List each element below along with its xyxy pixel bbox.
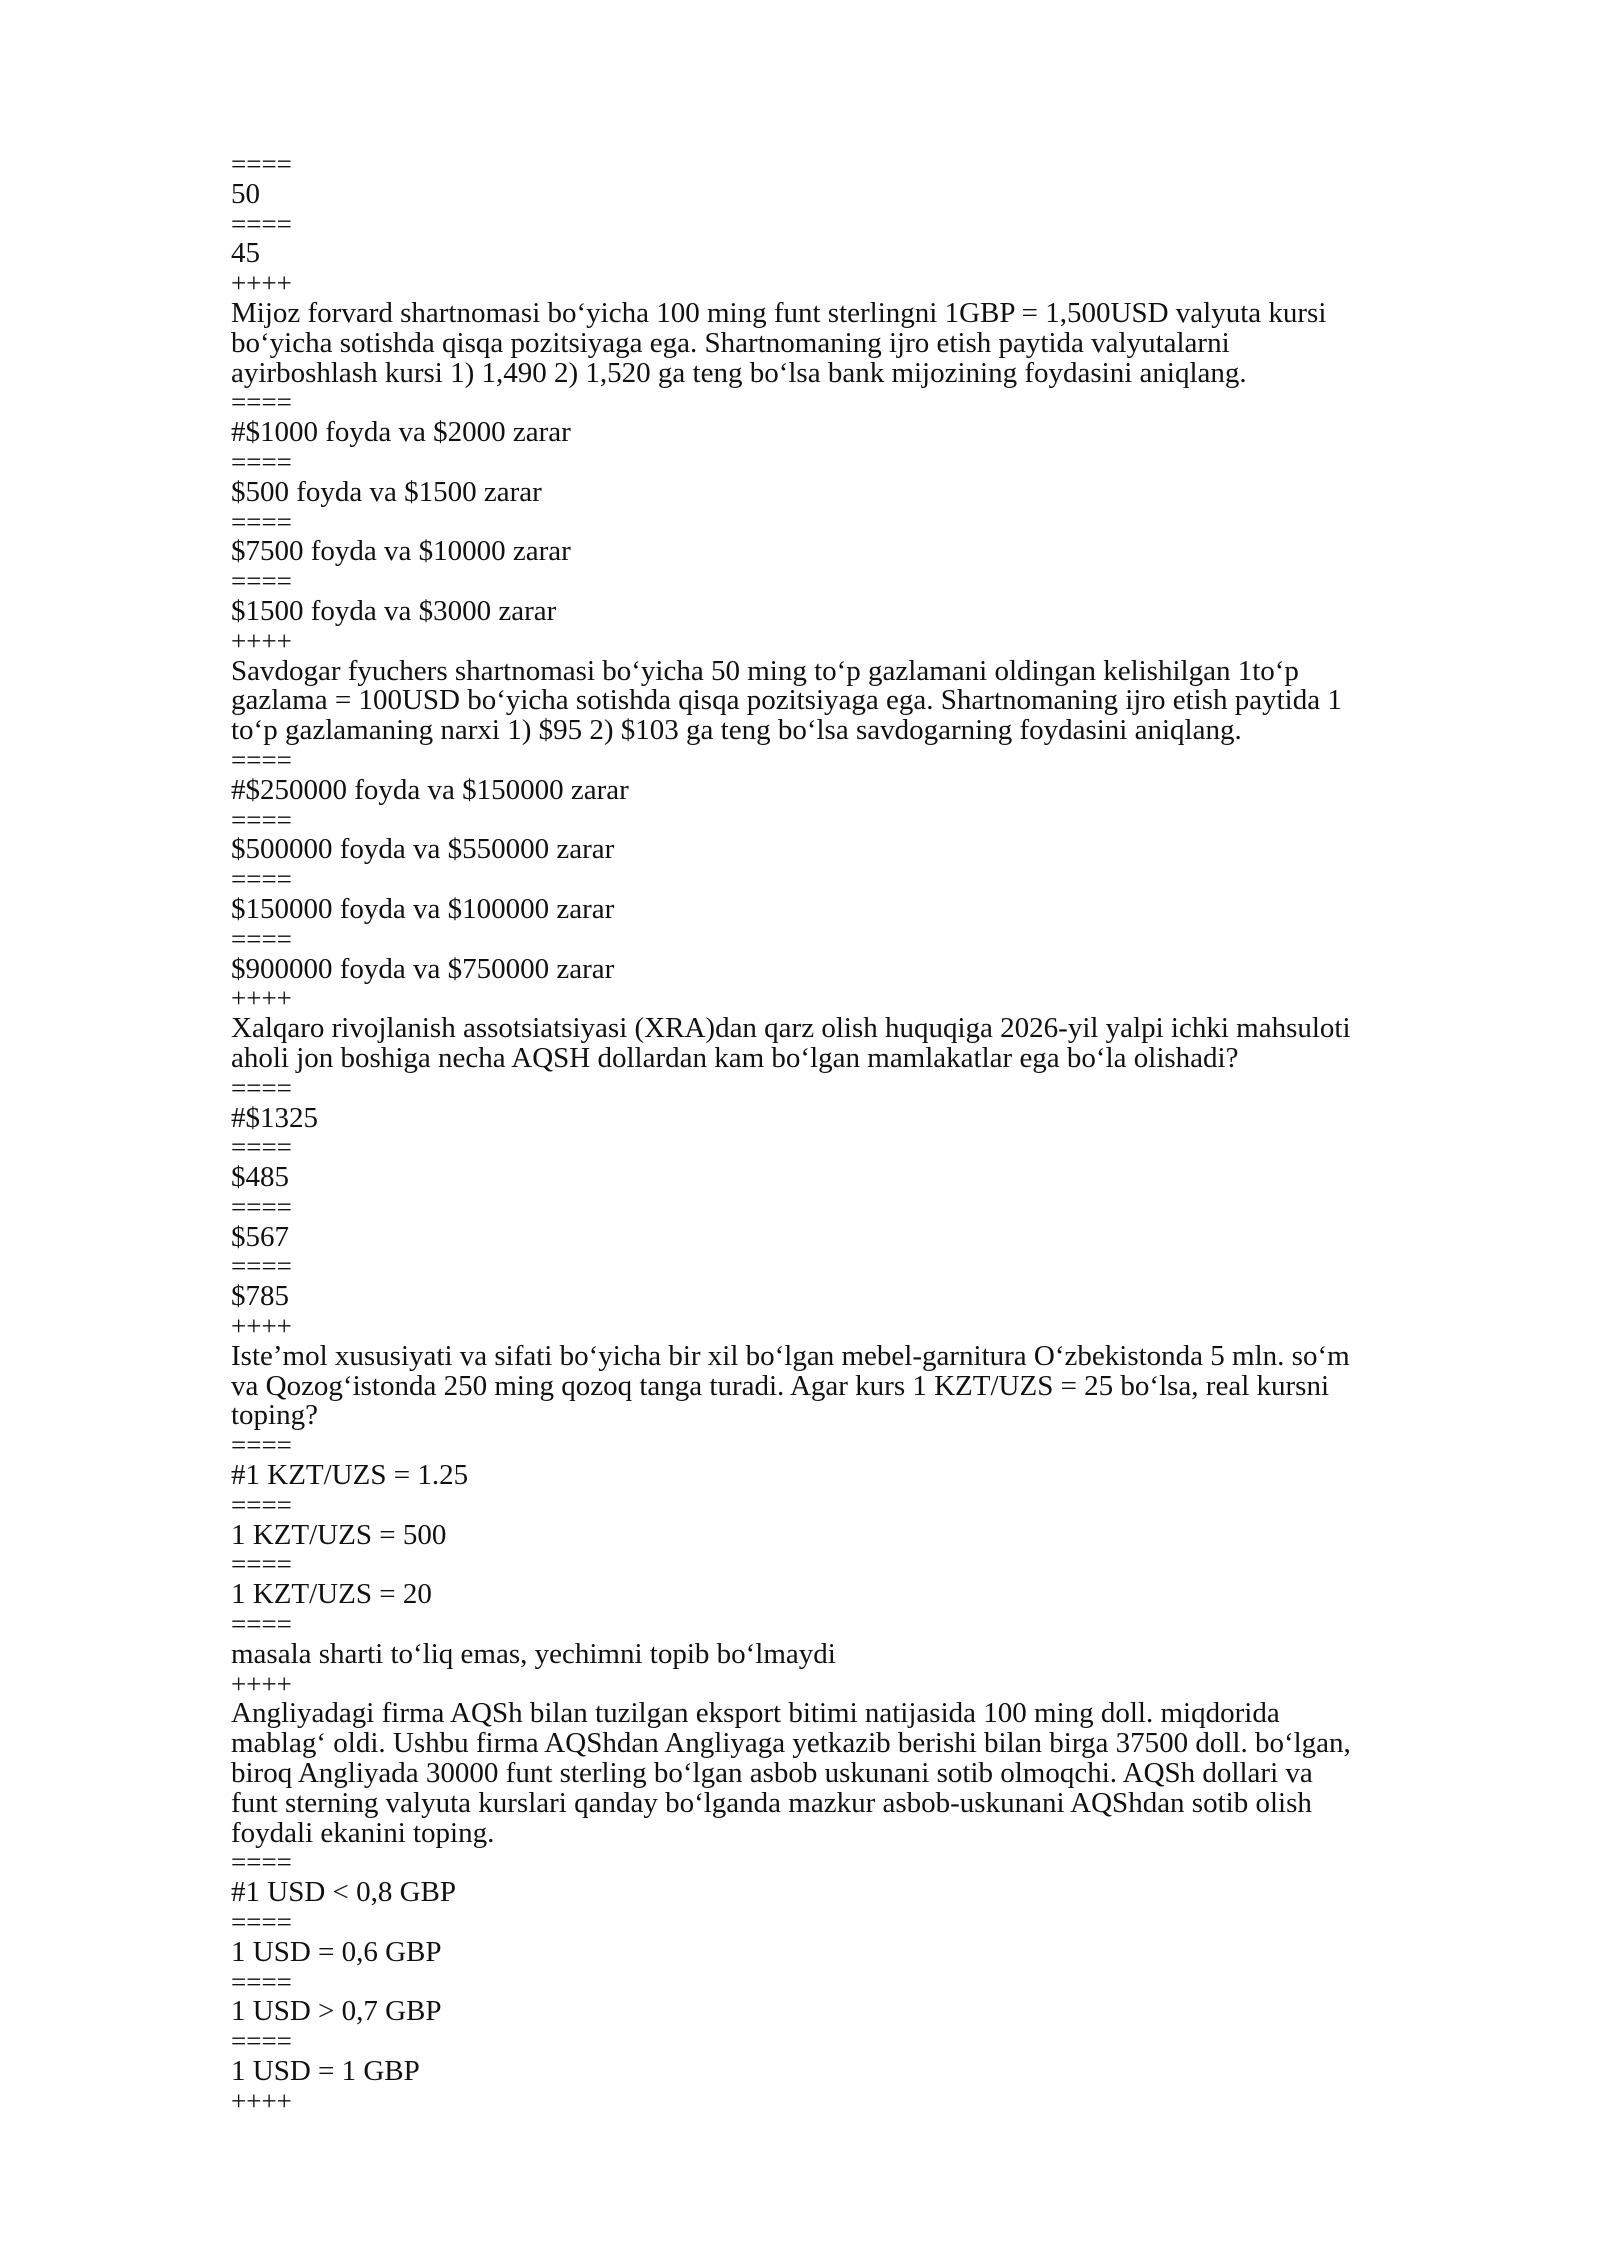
separator-line: ==== — [231, 566, 292, 597]
question-line: foydali ekanini toping. — [231, 1816, 495, 1849]
separator-line: ==== — [231, 744, 292, 775]
answer-line: #1 KZT/UZS = 1.25 — [231, 1459, 469, 1492]
answer-line: 1 USD = 1 GBP — [231, 2055, 420, 2087]
answer-line: $567 — [231, 1220, 289, 1253]
separator-line: ==== — [231, 387, 292, 418]
separator-line: ==== — [231, 1549, 292, 1580]
answer-line: 45 — [231, 237, 260, 270]
separator-line: ==== — [231, 1847, 292, 1878]
separator-line: ++++ — [231, 268, 292, 299]
answer-line: $785 — [231, 1280, 289, 1313]
question-line: gazlama = 100USD bo‘yicha sotishda qisqa pozitsiyaga ega. Shartnomaning ijro etish paytida 1 — [231, 684, 1342, 717]
answer-line: masala sharti to‘liq emas, yechimni topib bo‘lmaydi — [231, 1637, 836, 1670]
separator-line: ++++ — [231, 1668, 292, 1699]
question-line: mablag‘ oldi. Ushbu firma AQShdan Angliyaga yetkazib berishi bilan birga 37500 doll. bo‘lgan, — [231, 1727, 1351, 1760]
separator-line: ++++ — [231, 1311, 292, 1342]
question-line: ayirboshlash kursi 1) 1,490 2) 1,520 ga teng bo‘lsa bank mijozining foydasini aniqlang. — [231, 356, 1247, 389]
answer-line: 1 KZT/UZS = 500 — [231, 1518, 447, 1551]
separator-line: ==== — [231, 1430, 292, 1461]
answer-line: #$1325 — [231, 1101, 318, 1134]
answer-line: $7500 foyda va $10000 zarar — [231, 535, 571, 568]
separator-line: ==== — [231, 804, 292, 835]
question-line: toping? — [231, 1399, 318, 1432]
question-line: Iste’mol xususiyati va sifati bo‘yicha bir xil bo‘lgan mebel-garnitura O‘zbekistonda 5 mln. so‘m — [231, 1339, 1350, 1372]
answer-line: 1 USD = 0,6 GBP — [231, 1935, 442, 1968]
answer-line: 1 KZT/UZS = 20 — [231, 1578, 432, 1611]
answer-line: #$1000 foyda va $2000 zarar — [231, 416, 571, 449]
answer-line: $500 foyda va $1500 zarar — [231, 475, 542, 508]
question-line: Xalqaro rivojlanish assotsiatsiyasi (XRA)dan qarz olish huquqiga 2026-yil yalpi ichki mahsuloti — [231, 1012, 1351, 1045]
answer-line: $485 — [231, 1161, 289, 1194]
answer-line: $900000 foyda va $750000 zarar — [231, 952, 615, 985]
answer-line: 50 — [231, 177, 260, 210]
answer-line: $150000 foyda va $100000 zarar — [231, 892, 615, 925]
answer-line: $1500 foyda va $3000 zarar — [231, 594, 557, 627]
question-line: to‘p gazlamaning narxi 1) $95 2) $103 ga teng bo‘lsa savdogarning foydasini aniqlang. — [231, 714, 1242, 747]
question-line: Mijoz forvard shartnomasi bo‘yicha 100 ming funt sterlingni 1GBP = 1,500USD valyuta kursi — [231, 296, 1327, 329]
separator-line: ==== — [231, 1251, 292, 1282]
question-line: biroq Angliyada 30000 funt sterling bo‘lgan asbob uskunani sotib olmoqchi. AQSh dollari va — [231, 1757, 1313, 1790]
separator-line: ==== — [231, 446, 292, 477]
question-line: va Qozog‘istonda 250 ming qozoq tanga turadi. Agar kurs 1 KZT/UZS = 25 bo‘lsa, real kursni — [231, 1369, 1330, 1402]
separator-line: ==== — [231, 1132, 292, 1163]
answer-line: 1 USD > 0,7 GBP — [231, 1995, 442, 2028]
separator-line: ++++ — [231, 625, 292, 656]
document-body — [231, 150, 1491, 2117]
separator-line: ==== — [231, 1489, 292, 1520]
answer-line: #$250000 foyda va $150000 zarar — [231, 773, 629, 806]
question-line: funt sterning valyuta kurslari qanday bo‘lganda mazkur asbob-uskunani AQShdan sotib olish — [231, 1786, 1312, 1819]
question-line: Angliyadagi firma AQSh bilan tuzilgan eksport bitimi natijasida 100 ming doll. miqdorida — [231, 1697, 1280, 1730]
separator-line: ==== — [231, 1907, 292, 1938]
separator-line: ++++ — [231, 2085, 292, 2116]
separator-line: ==== — [231, 2026, 292, 2057]
separator-line: ==== — [231, 1609, 292, 1640]
separator-line: ==== — [231, 506, 292, 537]
question-line: bo‘yicha sotishda qisqa pozitsiyaga ega. Shartnomaning ijro etish paytida valyutalarni — [231, 326, 1230, 359]
question-line: Savdogar fyuchers shartnomasi bo‘yicha 50 ming to‘p gazlamani oldingan kelishilgan 1to‘p — [231, 654, 1299, 687]
separator-line: ==== — [231, 1191, 292, 1222]
separator-line: ==== — [231, 149, 292, 179]
answer-line: $500000 foyda va $550000 zarar — [231, 833, 615, 866]
separator-line: ==== — [231, 1966, 292, 1997]
separator-line: ==== — [231, 1072, 292, 1103]
separator-line: ==== — [231, 208, 292, 239]
separator-line: ++++ — [231, 983, 292, 1014]
answer-line: #1 USD < 0,8 GBP — [231, 1876, 457, 1909]
question-line: aholi jon boshiga necha AQSH dollardan kam bo‘lgan mamlakatlar ega bo‘la olishadi? — [231, 1041, 1239, 1074]
separator-line: ==== — [231, 864, 292, 895]
separator-line: ==== — [231, 923, 292, 954]
